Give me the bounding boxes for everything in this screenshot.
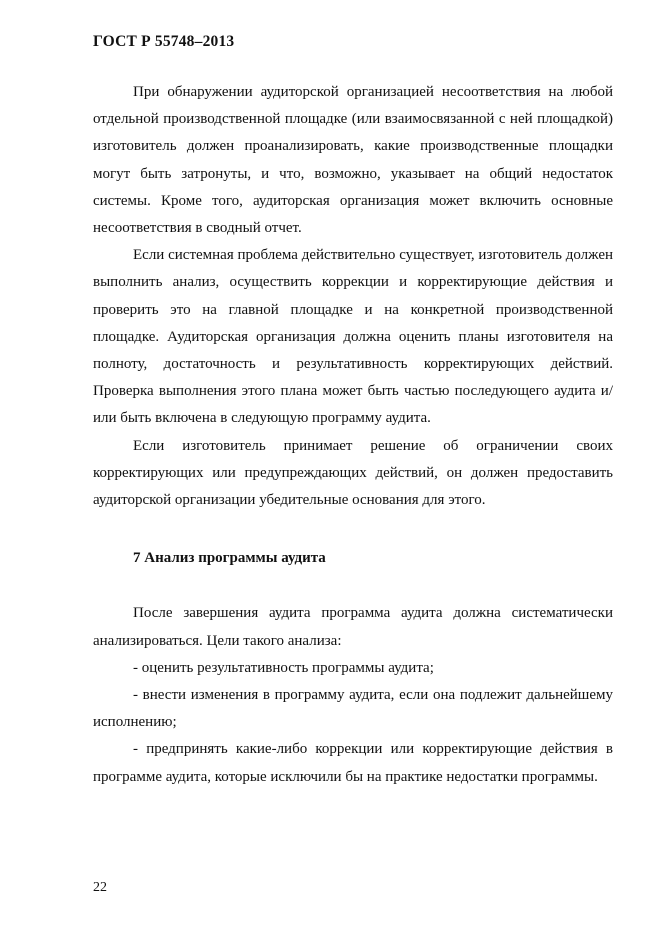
list-item: - внести изменения в программу аудита, если она подлежит дальнейшему исполнению; [93, 687, 613, 731]
paragraph-limitation: Если изготовитель принимает решение об ограничении своих корректирующих или предупреждающих действий, он должен предоставить аудиторской организации убедительные основания для этого. [93, 437, 613, 509]
section-heading: 7 Анализ программы аудита [133, 550, 326, 567]
paragraph-nonconformity: При обнаружении аудиторской организацией несоответствия на любой отдельной производственной площадке (или взаимосвязанной с ней площадкой) изготовитель должен проанализировать, какие производственные площадки могут быть затронуты, и что, возможно, указывает на общий недостаток системы. Кроме того, аудиторская организация может включить основные несоответствия в сводный отчет. [93, 84, 613, 237]
list-item: - оценить результативность программы аудита; [133, 659, 434, 676]
page-number: 22 [93, 880, 107, 895]
document-body [93, 79, 613, 791]
document-header: ГОСТ Р 55748–2013 [93, 33, 235, 50]
paragraph-systemic-problem: Если системная проблема действительно существует, изготовитель должен выполнить анализ, осуществить коррекции и корректирующие действия и проверить это на главной площадке и на конкретной производственной площадке. Аудиторская организация должна оценить планы изготовителя на полноту, достаточность и результативность корректирующих действий. Проверка выполнения этого плана может быть частью последующего аудита и/или быть включена в следующую программу аудита. [93, 247, 613, 427]
section-intro: После завершения аудита программа аудита должна систематически анализироваться. Цели такого анализа: [93, 605, 613, 649]
list-item: - предпринять какие-либо коррекции или корректирующие действия в программе аудита, которые исключили бы на практике недостатки программы. [93, 741, 613, 785]
